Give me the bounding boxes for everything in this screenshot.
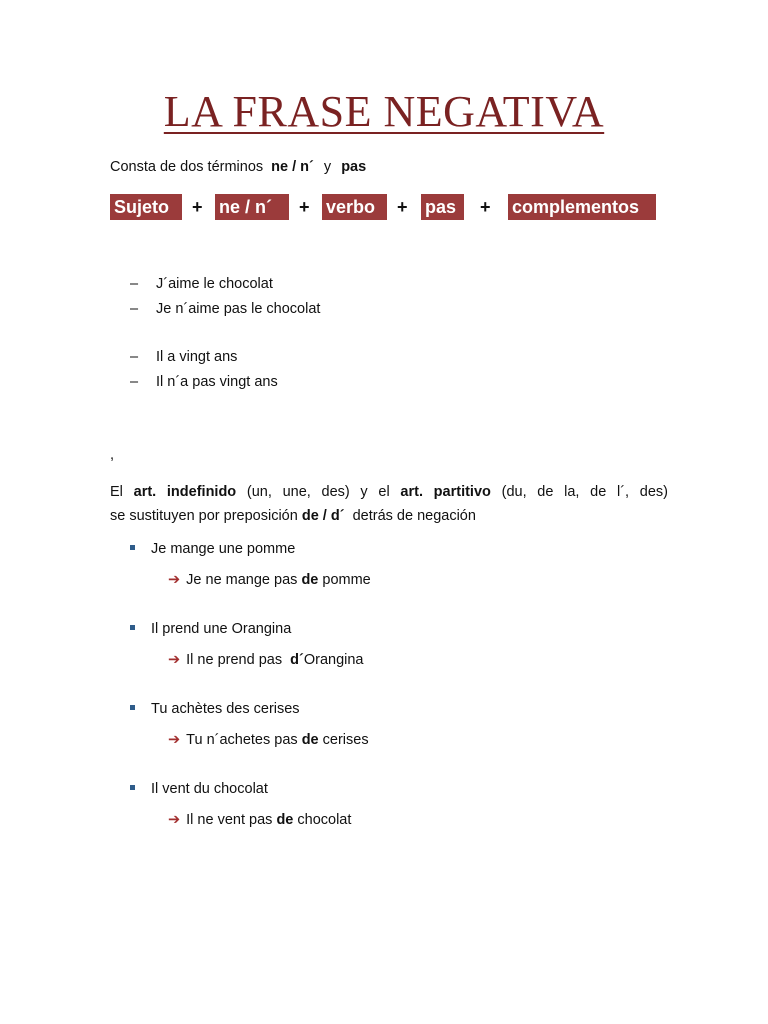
example-list	[130, 345, 278, 395]
stray-comma: ,	[110, 447, 115, 463]
rule-art-partitivo: art. partitivo	[400, 484, 491, 500]
rule-paragraph: El art. indefinido (un, une, des) y el art. partitivo (du, de la, de l´, des) se sustituyen por preposición de / d´ detrás de negación	[110, 484, 669, 524]
formula-plus: +	[192, 197, 203, 217]
intro-text: Consta de dos términos	[110, 159, 264, 175]
negation-line: ➔ Je ne mange pas de pomme	[168, 572, 371, 588]
list-item: – J´aime le chocolat	[130, 276, 273, 292]
intro-terms: ne / n´	[271, 159, 314, 175]
bullet-icon	[130, 705, 135, 710]
list-item: – Il a vingt ans	[130, 349, 238, 365]
intro-last: pas	[341, 159, 367, 175]
arrow-right-icon: ➔	[168, 812, 181, 828]
arrow-right-icon: ➔	[168, 652, 181, 668]
rule-art-indefinido: art. indefinido	[133, 484, 237, 500]
negation-line: ➔ Il ne prend pas d´Orangina	[168, 652, 364, 668]
bullet-icon	[130, 545, 135, 550]
page-title: LA FRASE NEGATIVA	[163, 87, 605, 136]
formula-verb: verbo	[322, 194, 387, 220]
list-item: Je mange une pomme	[130, 541, 295, 557]
arrow-right-icon: ➔	[168, 732, 181, 748]
bullet-icon	[130, 785, 135, 790]
formula-plus: +	[480, 197, 491, 217]
formula-subject: Sujeto	[110, 194, 182, 220]
negation-line: ➔ Tu n´achetes pas de cerises	[168, 732, 369, 748]
intro-conj: y	[323, 159, 332, 175]
arrow-right-icon: ➔	[168, 572, 181, 588]
formula-complements: complementos	[508, 194, 656, 220]
formula-pas: pas	[421, 194, 464, 220]
list-item: Tu achètes des cerises	[130, 701, 300, 717]
formula-ne: ne / n´	[215, 194, 289, 220]
negation-line: ➔ Il ne vent pas de chocolat	[168, 812, 352, 828]
list-item: Il prend une Orangina	[130, 621, 291, 637]
intro-line	[110, 159, 366, 175]
formula-plus: +	[397, 197, 408, 217]
list-item: – Je n´aime pas le chocolat	[130, 301, 321, 317]
rule-preposition: de / d´	[301, 508, 345, 524]
list-item: Il vent du chocolat	[130, 781, 268, 797]
example-list	[130, 272, 320, 322]
list-item: – Il n´a pas vingt ans	[130, 374, 278, 390]
bullet-icon	[130, 625, 135, 630]
formula-plus: +	[299, 197, 310, 217]
